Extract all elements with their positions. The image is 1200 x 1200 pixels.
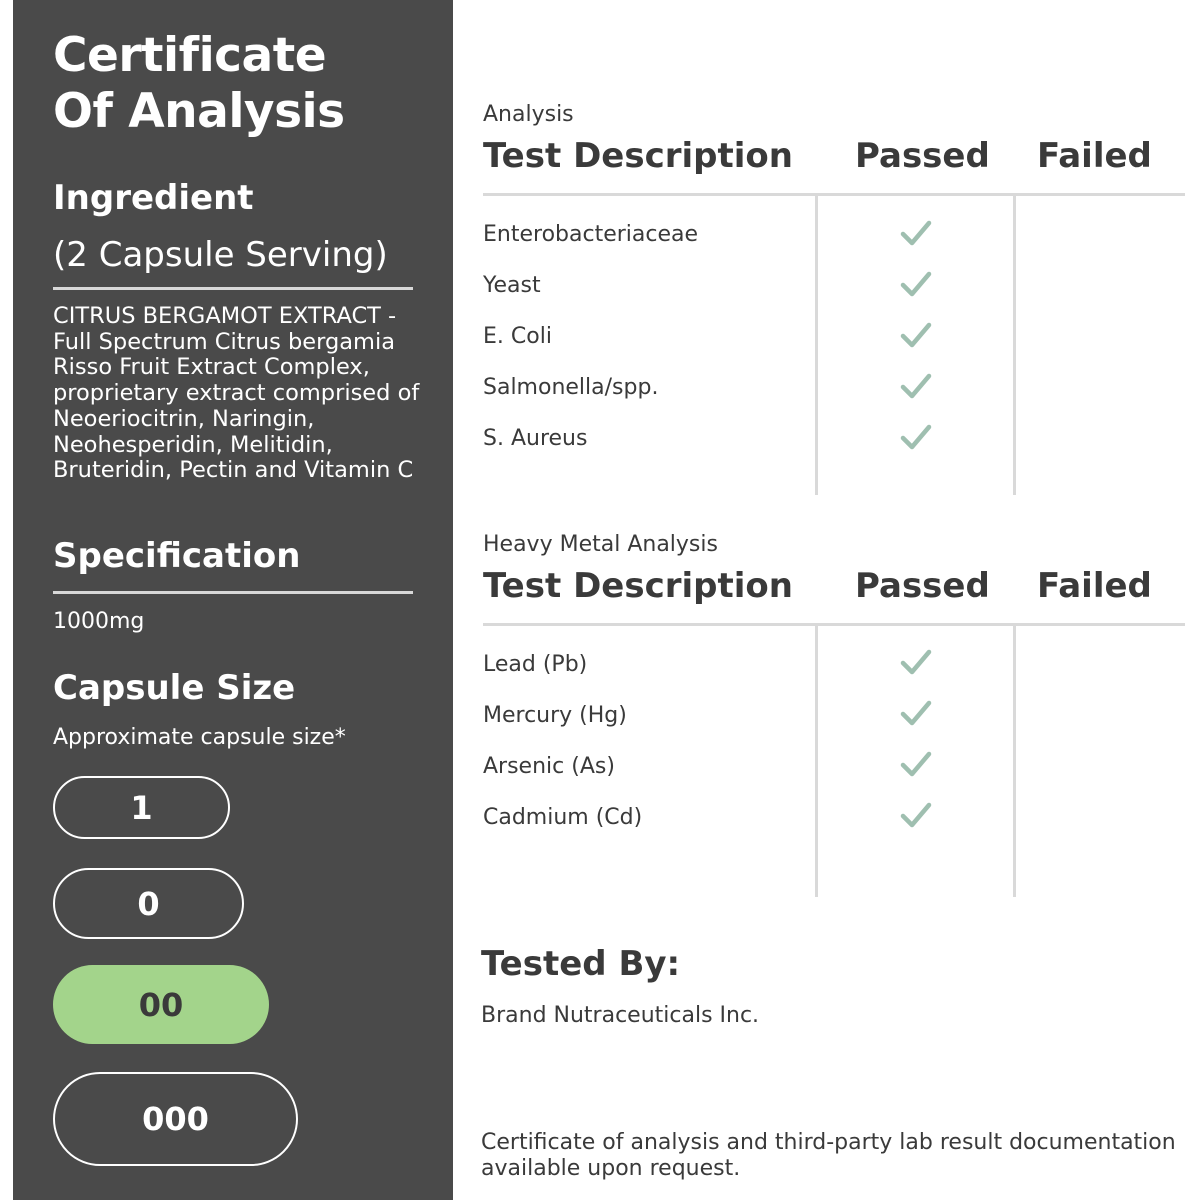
tested-by-heading: Tested By: — [481, 944, 681, 984]
capsule-size-1 — [53, 776, 230, 839]
heavy-metal-column-divider-1 — [815, 625, 818, 897]
analysis-row-label: E. Coli — [483, 324, 552, 349]
heavy-metal-col-failed: Failed — [1037, 566, 1152, 606]
check-icon — [899, 421, 933, 455]
analysis-row-label: Enterobacteriaceae — [483, 222, 699, 247]
check-icon — [899, 646, 933, 680]
check-icon — [899, 799, 933, 833]
capsule-size-0 — [53, 868, 244, 939]
heavy-metal-row-label: Cadmium (Cd) — [483, 805, 643, 830]
specification-divider — [53, 591, 413, 594]
analysis-column-divider-1 — [815, 195, 818, 495]
heavy-metal-header-divider — [483, 623, 1185, 626]
capsule-label: 0 — [137, 884, 160, 923]
heavy-metal-col-test-description: Test Description — [483, 566, 793, 606]
analysis-section-label: Analysis — [483, 102, 574, 127]
check-icon — [899, 217, 933, 251]
title-line-1: Certificate — [53, 28, 327, 83]
specification-value: 1000mg — [53, 609, 145, 634]
capsule-size-00 — [53, 965, 269, 1044]
analysis-column-divider-2 — [1013, 195, 1016, 495]
check-icon — [899, 697, 933, 731]
capsule-label: 00 — [138, 985, 184, 1024]
analysis-col-test-description: Test Description — [483, 136, 793, 176]
page-title — [53, 28, 443, 140]
left-panel — [13, 0, 453, 1200]
capsule-label: 1 — [130, 788, 153, 827]
analysis-row-label: Yeast — [483, 273, 541, 298]
heavy-metal-col-passed: Passed — [855, 566, 990, 606]
specification-heading: Specification — [53, 536, 301, 576]
tested-by-lab: Brand Nutraceuticals Inc. — [481, 1003, 760, 1028]
serving-label: (2 Capsule Serving) — [53, 235, 388, 275]
heavy-metal-section-label: Heavy Metal Analysis — [483, 532, 718, 557]
capsule-size-heading: Capsule Size — [53, 668, 296, 708]
check-icon — [899, 319, 933, 353]
check-icon — [899, 268, 933, 302]
heavy-metal-row-label: Mercury (Hg) — [483, 703, 627, 728]
footnote: Certificate of analysis and third-party lab result documentation available upon request. — [481, 1130, 1176, 1181]
analysis-col-failed: Failed — [1037, 136, 1152, 176]
analysis-row-label: S. Aureus — [483, 426, 588, 451]
ingredient-text: CITRUS BERGAMOT EXTRACT - Full Spectrum Citrus bergamia Risso Fruit Extract Complex, proprietary extract comprised of Neoeriocitrin, Naringin, Neohesperidin, Melitidin, Bruteridin, Pectin and Vitamin C — [53, 303, 420, 484]
analysis-header-divider — [483, 193, 1185, 196]
ingredient-heading: Ingredient — [53, 178, 254, 218]
capsule-size-000 — [53, 1072, 298, 1166]
title-line-2: Of Analysis — [53, 84, 345, 139]
check-icon — [899, 748, 933, 782]
heavy-metal-row-label: Lead (Pb) — [483, 652, 588, 677]
heavy-metal-row-label: Arsenic (As) — [483, 754, 615, 779]
capsule-size-note: Approximate capsule size* — [53, 725, 346, 750]
heavy-metal-column-divider-2 — [1013, 625, 1016, 897]
right-panel — [453, 0, 1200, 1200]
ingredient-divider — [53, 287, 413, 290]
analysis-row-label: Salmonella/spp. — [483, 375, 659, 400]
analysis-col-passed: Passed — [855, 136, 990, 176]
capsule-label: 000 — [142, 1100, 209, 1138]
check-icon — [899, 370, 933, 404]
